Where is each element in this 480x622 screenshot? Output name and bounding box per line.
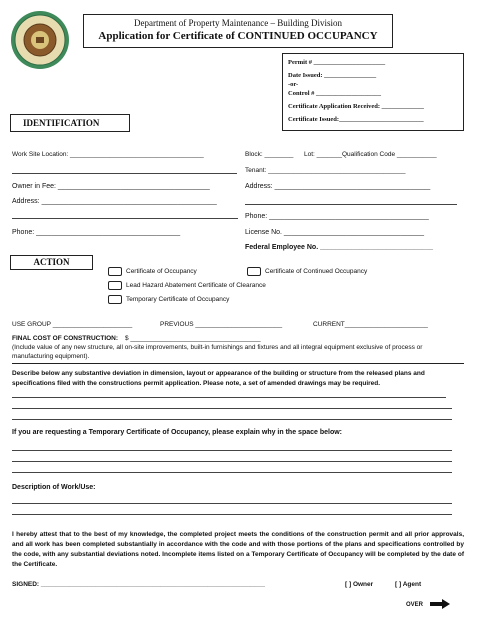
checkbox[interactable] xyxy=(108,295,122,304)
department-name: Department of Property Maintenance – Building Division xyxy=(134,18,342,28)
action-option-continued-occupancy[interactable]: Certificate of Continued Occupancy xyxy=(247,267,367,276)
control-number-field[interactable]: Control # ____________________ xyxy=(288,90,382,97)
arrow-right-icon xyxy=(430,596,450,614)
description-label: Description of Work/Use: xyxy=(12,484,96,491)
phone-field-right[interactable]: Phone: _________________________________________ xyxy=(245,213,429,220)
checkbox[interactable] xyxy=(108,281,122,290)
current-field[interactable]: CURRENT_______________________ xyxy=(313,321,428,328)
federal-employee-field[interactable]: Federal Employee No. _____________________________ xyxy=(245,244,433,251)
final-cost-label: FINAL COST OF CONSTRUCTION: xyxy=(12,335,119,342)
cert-issued-field[interactable]: Certificate Issued:__________________________ xyxy=(288,116,424,123)
address-line-2[interactable] xyxy=(245,204,457,205)
temporary-line-1[interactable] xyxy=(12,450,452,451)
temporary-line-3[interactable] xyxy=(12,472,452,473)
lot-field[interactable]: Lot: _______Qualification Code ___________ xyxy=(304,151,437,158)
title-box xyxy=(83,14,393,48)
description-line-2[interactable] xyxy=(12,514,452,515)
permit-number-field[interactable]: Permit # ______________________ xyxy=(288,59,386,66)
or-label: -or- xyxy=(288,81,299,88)
deviation-line-2[interactable] xyxy=(12,408,452,409)
license-field[interactable]: License No. ____________________________________ xyxy=(245,229,425,236)
action-option-lead-hazard[interactable]: Lead Hazard Abatement Certificate of Clearance xyxy=(108,281,266,290)
block-field[interactable]: Block: ________ xyxy=(245,151,294,158)
over-label: OVER xyxy=(406,602,424,608)
action-option-temporary[interactable]: Temporary Certificate of Occupancy xyxy=(108,295,229,304)
checkbox[interactable] xyxy=(247,267,261,276)
action-option-certificate-of-occupancy[interactable]: Certificate of Occupancy xyxy=(108,267,197,276)
previous-field[interactable]: PREVIOUS ________________________ xyxy=(160,321,283,328)
cert-received-field[interactable]: Certificate Application Received: _____________ xyxy=(288,103,424,110)
owner-address-field[interactable]: Address: ________________________________________ xyxy=(245,183,431,190)
owner-in-fee-field[interactable]: Owner in Fee: _______________________________________ xyxy=(12,183,210,190)
final-cost-field[interactable]: $ ____________________________________ xyxy=(125,335,261,342)
checkbox[interactable] xyxy=(108,267,122,276)
agent-checkbox[interactable]: [ ] Agent xyxy=(395,581,422,588)
deviation-line-3[interactable] xyxy=(12,419,452,420)
tenant-field[interactable]: Tenant: ______________________________________ xyxy=(245,167,406,174)
use-group-field[interactable]: USE GROUP ______________________ xyxy=(12,321,133,328)
owner-checkbox[interactable]: [ ] Owner xyxy=(345,581,374,588)
identification-heading: IDENTIFICATION xyxy=(10,114,130,132)
form-title: Application for Certificate of CONTINUED OCCUPANCY xyxy=(98,30,378,42)
date-issued-field[interactable]: Date Issued: ________________ xyxy=(288,72,377,79)
deviation-instructions: Describe below any substantive deviation in dimension, layout or appearance of the building or structure from the released plans and specifications filed with the constructions permit application. Please note, a set of amended drawings may be required. xyxy=(12,370,425,387)
cost-note: (Include value of any new structure, all on-site improvements, built-in furnishings and fixtures and all integral equipment exclusive of process or manufacturing equipment). xyxy=(12,344,423,360)
section-divider xyxy=(12,363,464,364)
deviation-line-1[interactable] xyxy=(12,397,446,398)
work-site-line-2[interactable] xyxy=(12,173,237,174)
address-field[interactable]: Address: _____________________________________________ xyxy=(12,198,217,205)
signed-field[interactable]: SIGNED: ______________________________________________________________ xyxy=(12,581,266,588)
city-seal xyxy=(10,10,70,70)
work-site-field[interactable]: Work Site Location: _____________________________________ xyxy=(12,151,204,158)
over-indicator xyxy=(406,596,450,614)
attestation-text: I hereby attest that to the best of my knowledge, the completed project meets the conditions of the construction permit and all prior approvals, and all work has been completed substantially in accordance with the code and with those portions of the plans and specifications controlled by the code, with any substantial deviations noted. Incomplete items listed on a Temporary Certificate of Occupancy will be completed by the date of the Certificate. xyxy=(12,531,464,568)
temporary-instructions: If you are requesting a Temporary Certificate of Occupancy, please explain why in the space below: xyxy=(12,429,343,436)
action-heading: ACTION xyxy=(10,255,93,270)
temporary-line-2[interactable] xyxy=(12,461,452,462)
address-line-3[interactable] xyxy=(12,218,238,219)
permit-box xyxy=(282,53,464,131)
description-line-1[interactable] xyxy=(12,503,452,504)
phone-field-left[interactable]: Phone: _____________________________________ xyxy=(12,229,181,236)
